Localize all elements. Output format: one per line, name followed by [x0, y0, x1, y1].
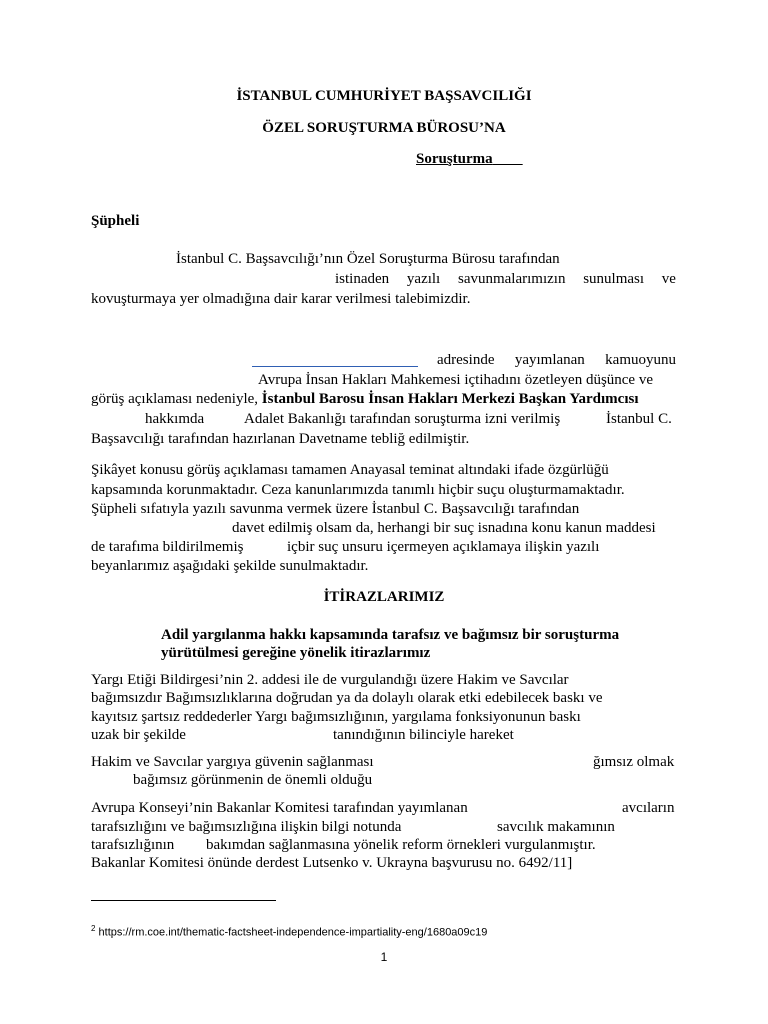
para3-line6: beyanlarımız aşağıdaki şekilde sunulmaktadır. [91, 558, 369, 574]
objections-title: İTİRAZLARIMIZ [323, 589, 445, 605]
para2-line5: Başsavcılığı tarafından hazırlanan Davetname tebliğ edilmiştir. [91, 431, 470, 447]
page-number: 1 [380, 950, 388, 964]
para5-line2: bağımsız görünmenin de önemli olduğu [133, 772, 373, 788]
bar-vice-chair-title: İstanbul Barosu İnsan Hakları Merkezi Başkan Yardımcısı [261, 391, 639, 407]
para2-line1: adresinde yayımlanan kamuoyunu [437, 352, 676, 368]
footnote-separator [91, 900, 276, 901]
para3-line3: Şüpheli sıfatıyla yazılı savunma vermek üzere İstanbul C. Başsavcılığı tarafından [91, 501, 580, 517]
para3-line5a: de tarafıma bildirilmemiş [91, 539, 244, 555]
footnote [91, 920, 487, 942]
para6-line1b: avcıların [622, 800, 675, 816]
heading-prosecutor-office: İSTANBUL CUMHURİYET BAŞSAVCILIĞI [236, 88, 532, 104]
para6-line4: Bakanlar Komitesi önünde derdest Lutsenko v. Ukrayna başvurusu no. 6492/11] [91, 855, 573, 871]
footnote-url[interactable]: https://rm.coe.int/thematic-factsheet-independence-impartiality-eng/1680a09c19 [98, 926, 488, 939]
para6-line2b: savcılık makamının [497, 819, 615, 835]
investigation-number-label: Soruşturma [416, 151, 493, 167]
para4-line4a: uzak bir şekilde [91, 727, 186, 743]
heading-special-bureau: ÖZEL SORUŞTURMA BÜROSU’NA [262, 120, 506, 136]
para4-line2: bağımsızdır Bağımsızlıklarına doğrudan ya da dolaylı olarak etki edebilecek baskı ve [91, 690, 603, 706]
para4-line4b: tanındığının bilinciyle hareket [333, 727, 514, 743]
para6-line3a: tarafsızlığının [91, 837, 175, 853]
para3-line5b: içbir suç unsuru içermeyen açıklamaya ilişkin yazılı [287, 539, 600, 555]
para1-line1: İstanbul C. Başsavcılığı’nın Özel Soruşturma Bürosu tarafından [176, 251, 560, 267]
para5-line1a: Hakim ve Savcılar yargıya güvenin sağlanması [91, 754, 374, 770]
objection1-line2: yürütülmesi gereğine yönelik itirazlarımız [161, 645, 431, 661]
para3-line2: kapsamında korunmaktadır. Ceza kanunlarımızda tanımlı hiçbir suçu oluşturmamaktadır. [91, 482, 625, 498]
suspect-label: Şüpheli [91, 213, 140, 229]
para4-line1: Yargı Etiği Bildirgesi’nin 2. addesi ile de vurgulandığı üzere Hakim ve Savcılar [91, 672, 569, 688]
objection1-line1: Adil yargılanma hakkı kapsamında tarafsız ve bağımsız bir soruşturma [161, 627, 620, 643]
para3-line1: Şikâyet konusu görüş açıklaması tamamen Anayasal teminat altındaki ifade özgürlüğü [91, 462, 609, 478]
para2-line4b: Adalet Bakanlığı tarafından soruşturma izni verilmiş [244, 411, 561, 427]
para3-line4: davet edilmiş olsam da, herhangi bir suç isnadına konu kanun maddesi [232, 520, 656, 536]
para2-line4a: hakkımda [145, 411, 205, 427]
para5-line1b: ğımsız olmak [593, 754, 675, 770]
para2-line4c: İstanbul C. [606, 411, 672, 427]
redacted-link[interactable] [252, 366, 418, 367]
para2-line2: Avrupa İnsan Hakları Mahkemesi içtihadını özetleyen düşünce ve [258, 372, 654, 388]
para6-line2a: tarafsızlığını ve bağımsızlığına ilişkin bilgi notunda [91, 819, 402, 835]
para4-line3: kayıtsız şartsız reddederler Yargı bağımsızlığının, yargılama fonksiyonunun baskı [91, 709, 581, 725]
para6-line3b: bakımdan sağlanmasına yönelik reform örnekleri vurgulanmıştır. [206, 837, 596, 853]
para1-line3: kovuşturmaya yer olmadığına dair karar verilmesi talebimizdir. [91, 291, 471, 307]
footnote-number: 2 [91, 924, 96, 933]
para6-line1a: Avrupa Konseyi’nin Bakanlar Komitesi tarafından yayımlanan [91, 800, 468, 816]
para2-line3: görüş açıklaması nedeniyle, İstanbul Barosu İnsan Hakları Merkezi Başkan Yardımcısı [91, 391, 639, 407]
para1-line2: istinaden yazılı savunmalarımızın sunulması ve [335, 271, 676, 287]
